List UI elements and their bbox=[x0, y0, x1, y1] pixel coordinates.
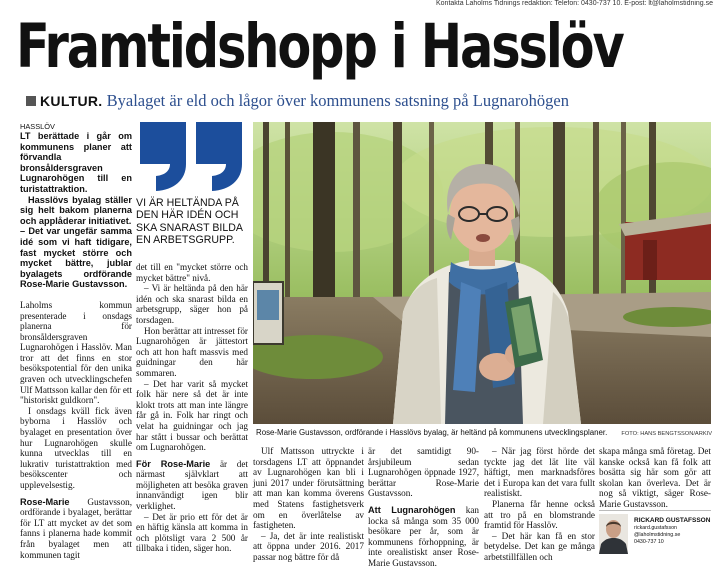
lead-paragraph-3: – Det var ungefär samma idé som vi haft tidigare, fast mycket större och mycket bättre, jublar byalagets ordförande Rose-Marie Gustavsson. bbox=[20, 226, 132, 290]
body-paragraph: det till en "mycket större och mycket bättre" nivå. bbox=[136, 262, 248, 283]
body-paragraph: Hon berättar att intresset för Lugnarohögen är jättestort och att hon haft massvis med guidningar den här sommaren. bbox=[136, 325, 248, 378]
newspaper-contact-line bbox=[0, 0, 728, 8]
lead-paragraph: LT berättade i går om kommunens planer att förvandla bronsåldersgraven Lugnarohögen till en turistattraktion. bbox=[20, 131, 132, 194]
paragraph-lead-in: Att Lugnarohögen bbox=[368, 504, 456, 515]
article-column-1 bbox=[20, 122, 132, 560]
article-column-4 bbox=[368, 446, 479, 569]
quotation-marks-icon bbox=[136, 122, 248, 192]
lead-paragraph-2: Hasslövs byalag ställer sig helt bakom planerna och applåderar initiativet. bbox=[20, 194, 132, 226]
article-photo bbox=[253, 122, 711, 424]
photo-credit: FOTO: HANS BENGTSSON/ARKIV bbox=[621, 431, 712, 437]
byline-divider bbox=[599, 510, 711, 511]
photo-caption bbox=[256, 428, 712, 438]
body-paragraph: – Det här kan få en stor betydelse. Det kan ge många arbetstillfällen och bbox=[484, 530, 595, 562]
paragraph-lead-in: Rose-Marie bbox=[20, 496, 70, 507]
article-column-3 bbox=[253, 446, 364, 563]
body-paragraph: Ulf Mattsson uttryckte i torsdagens LT att öppnandet av Lugnarohögen kan bli i juni 2017 under förutsättning att man kan komma överens med Statens fastighetsverk om en överlåtelse av fastigheten. bbox=[253, 446, 364, 531]
contact-text: Kontakta Laholms Tidnings redaktion: Telefon: 0430-737 10. E-post: lt@laholmstidning.se bbox=[436, 0, 714, 7]
body-paragraph: I onsdags kväll fick även byborna i Hasslöv och byalaget en presentation över hur Lugnarohögen skulle kunna utvecklas till en lukrativ turistattraktion med besökscenter och upplevelsestig. bbox=[20, 405, 132, 490]
body-paragraph: – När jag först hörde det tyckte jag det lät lite väl häftigt, men marknadsföres det i Europa kan det vara fullt realistiskt. bbox=[484, 446, 595, 499]
author-byline bbox=[599, 514, 711, 558]
page-title: Framtidshopp i Hasslöv bbox=[16, 11, 623, 82]
author-phone: 0430-737 10 bbox=[634, 539, 664, 545]
body-paragraph: – Ja, det är inte realistiskt att öppna under 2016. 2017 passar nog bättre för då bbox=[253, 530, 364, 562]
dateline: HASSLÖV bbox=[20, 122, 55, 131]
body-paragraph: – Det är prio ett för det är en häftig känsla att komma in och plötsligt vara 2 500 år tillbaka i tiden, säger hon. bbox=[136, 511, 248, 554]
author-email: rickard.gustafsson @laholmstidning.se 0430-737 10 bbox=[634, 525, 681, 545]
article-column-6 bbox=[599, 446, 711, 510]
body-paragraph: – Det har varit så mycket folk här nere så det är inte klokt trots att man inte längre får gå in. Folk har ringt och velat ha guidningar och jag har stått i bussar och berättat om Lugnarohögen. bbox=[136, 378, 248, 453]
paragraph-lead-in: För Rose-Marie bbox=[136, 458, 211, 469]
pull-quote-text: VI ÄR HELTÄNDA PÅ DEN HÄR IDÉN OCH SKA SNARAST BILDA EN ARBETSGRUPP. bbox=[136, 197, 243, 247]
subheadline: Byalaget är eld och lågor över kommunens satsning på Lugnarohögen bbox=[106, 91, 569, 110]
body-paragraph: Rose-Marie Gustavsson, ordförande i byalaget, berättar för LT att mycket av det som fanns i planerna hade kommit från byalaget men att kommunen tagit bbox=[20, 496, 132, 560]
body-paragraph: För Rose-Marie är det närmast självklart att möjligheten att besöka graven innanvändigt igen blir verklighet. bbox=[136, 458, 248, 512]
body-paragraph: – Vi är heltända på den här idén och ska snarast bilda en arbetsgrupp, säger hon på torsdagen. bbox=[136, 283, 248, 325]
article-column-2 bbox=[136, 262, 248, 554]
body-paragraph: är det samtidigt 90-årsjubileum sedan Lugnarohögen öppnade 1927, berättar Rose-Marie Gustavsson. bbox=[368, 446, 479, 499]
body-paragraph: Planerna får henne också att tro på en blomstrande framtid för Hasslöv. bbox=[484, 498, 595, 531]
caption-text: Rose-Marie Gustavsson, ordförande i Hasslövs byalag, är heltänd på kommunens utvecklingsplaner. bbox=[256, 428, 608, 437]
author-name: RICKARD GUSTAFSSON bbox=[634, 517, 711, 524]
article-column-5 bbox=[484, 446, 595, 563]
body-paragraph: skapa många små företag. Det kanske också kan få folk att bosätta sig här som gör att skolan kan överleva. Det är nog så viktigt, säger Rose-Marie Gustavsson. bbox=[599, 446, 711, 509]
body-paragraph: Att Lugnarohögen kan locka så många som 35 000 besökare per år, som är kommunens förhoppning, är inte orealistiskt anser Rose-Marie Gustavsson. bbox=[368, 504, 479, 568]
avatar bbox=[599, 514, 628, 554]
square-bullet-icon bbox=[26, 96, 36, 106]
body-paragraph: Laholms kommun presenterade i onsdags planerna för bronsåldersgraven Lugnarohögen i Hasslöv. Man tror att det finns en stor besökspotential för den unika graven och utvecklingschefen Ulf Mattsson kallar den för ett "historiskt guldkorn". bbox=[20, 299, 132, 406]
pull-quote bbox=[136, 122, 248, 258]
section-label: KULTUR. bbox=[40, 93, 103, 109]
kicker-line bbox=[26, 91, 726, 111]
